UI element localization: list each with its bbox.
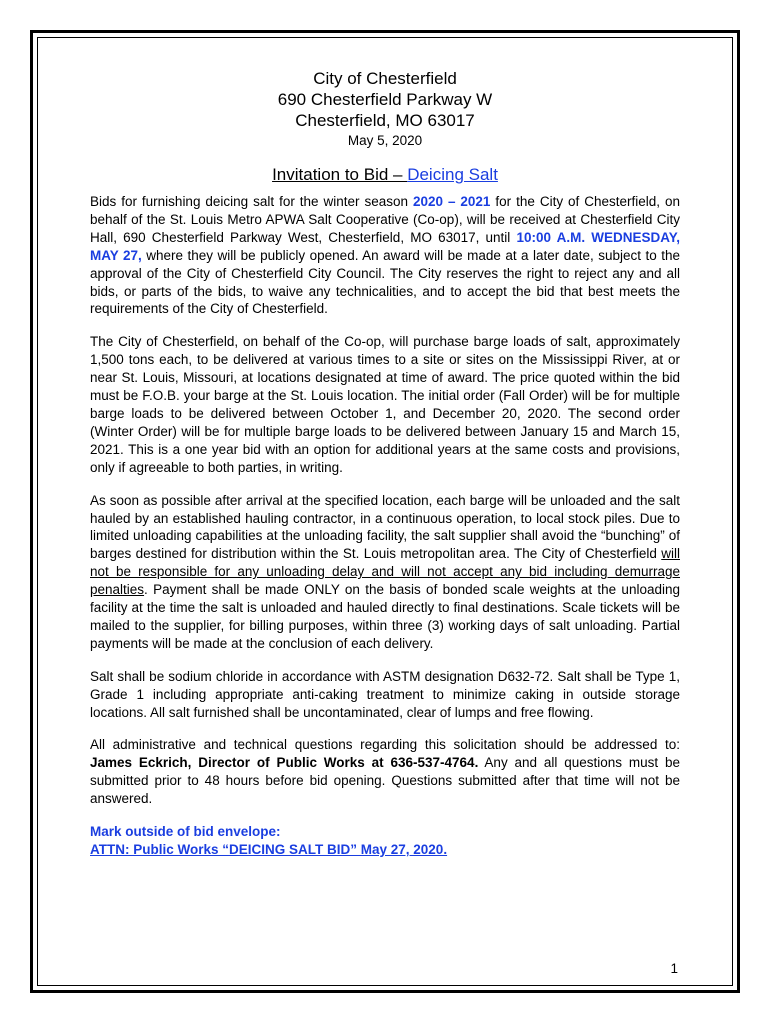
contact-info: James Eckrich, Director of Public Works at 636-537-4764. [90,755,479,771]
document-date: May 5, 2020 [347,133,423,148]
envelope-line-1: Mark outside of bid envelope: [90,824,281,840]
p5-text-2: Any and all questions must be submitted prior to 48 hours before bid opening. Questions submitted after that time will not be answered. [90,755,680,807]
paragraph-contact [90,736,680,808]
address-line-2: Chesterfield, MO 63017 [295,111,475,130]
paragraph-bid-overview [90,193,680,318]
document-body [90,68,680,859]
letterhead [90,68,680,150]
paragraph-unloading [90,492,680,653]
page-number: 1 [670,961,678,976]
paragraph-delivery: The City of Chesterfield, on behalf of the Co-op, will purchase barge loads of salt, approximately 1,500 tons each, to be delivered at various times to a site or sites on the Mississippi River, at or near St. Louis, Missouri, at locations designated at time of award. The price quoted within the bid must be F.O.B. your barge at the St. Louis location. The initial order (Fall Order) will be for multiple barge loads to be delivered between October 1, and December 20, 2020. The second order (Winter Order) will be for multiple barge loads to be delivered between January 15 and March 15, 2021. This is a one year bid with an option for additional years at the same costs and provisions, only if agreeable to both parties, in writing. [90,334,680,475]
paragraph-specification: Salt shall be sodium chloride in accordance with ASTM designation D632-72. Salt shall be Type 1, Grade 1 including appropriate anti-caking treatment to minimize caking in outside storage locations. All salt furnished shall be uncontaminated, clear of lumps and free flowing. [90,668,680,720]
p1-text-3: where they will be publicly opened. An award will be made at a later date, subject to the approval of the City of Chesterfield City Council. The City reserves the right to reject any and all bids, or parts of the bids, to waive any technicalities, and to accept the bid that best meets the requirements of the City of Chesterfield. [90,247,680,317]
envelope-line-2: ATTN: Public Works “DEICING SALT BID” May 27, 2020. [90,842,448,858]
p1-text-1: Bids for furnishing deicing salt for the winter season [90,194,413,209]
title-prefix: Invitation to Bid – [272,165,408,184]
bid-deadline: 10:00 A.M. WEDNESDAY, MAY 27, [90,229,681,263]
p1-text-2: for the City of Chesterfield, on behalf of the St. Louis Metro APWA Salt Cooperative (Co-op), will be received at Chesterfield City Hall, 690 Chesterfield Parkway West, Chesterfield, MO 63017, until [90,194,680,245]
demurrage-clause: will not be responsible for any unloading delay and will not accept any bid including demurrage penalties [90,546,680,598]
bid-season: 2020 – 2021 [412,194,491,209]
p3-text-2: . Payment shall be made ONLY on the basis of bonded scale weights at the unloading facility at the time the salt is unloaded and hauled directly to final destinations. Scale tickets will be mailed to the supplier, for billing purposes, within three (3) working days of salt unloading. Partial payments will be made at the conclusion of each delivery. [90,582,680,651]
title-subject: Deicing Salt [407,165,498,184]
org-name: City of Chesterfield [313,69,457,88]
p5-text-1: All administrative and technical questions regarding this solicitation should be addressed to: [90,737,680,753]
p3-text-1: As soon as possible after arrival at the specified location, each barge will be unloaded and the salt hauled by an established hauling contractor, in a continuous operation, to local stock piles. Due to limited unloading capabilities at the unloading facility, the salt supplier shall avoid the “bunching” of barges destined for distribution within the St. Louis metropolitan area. The City of Chesterfield [90,492,680,562]
document-title [90,164,680,185]
address-line-1: 690 Chesterfield Parkway W [277,90,493,109]
envelope-instructions [90,823,680,859]
